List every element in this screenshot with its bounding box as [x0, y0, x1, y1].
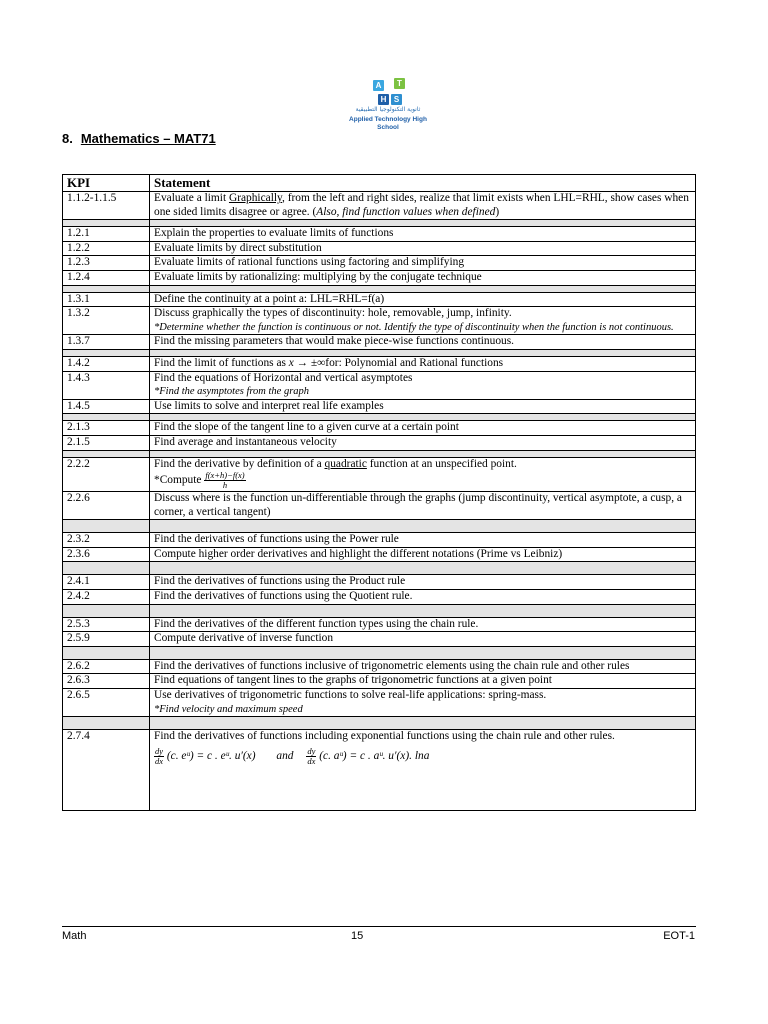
- table-row: [63, 632, 696, 647]
- statement-text: Evaluate a limit: [154, 192, 229, 204]
- table-row: [63, 590, 696, 605]
- kpi-table: [62, 174, 696, 811]
- statement-cell: [150, 356, 696, 371]
- statement-cell: Find the derivatives of functions using the Product rule: [150, 575, 696, 590]
- kpi-cell: 1.4.5: [63, 399, 150, 414]
- table-row: [63, 730, 696, 811]
- kpi-cell: 2.2.2: [63, 457, 150, 492]
- kpi-cell: 1.2.1: [63, 227, 150, 242]
- separator-row: [63, 450, 696, 457]
- statement-cell: Find the derivatives of the different function types using the chain rule.: [150, 617, 696, 632]
- logo-letter-h: H: [378, 94, 389, 105]
- table-row: [63, 689, 696, 717]
- statement-cell: [150, 689, 696, 717]
- italic-text: Also, find function values when defined: [316, 205, 496, 218]
- statement-cell: Find the slope of the tangent line to a given curve at a certain point: [150, 421, 696, 436]
- kpi-cell: 2.5.3: [63, 617, 150, 632]
- kpi-cell: 2.6.5: [63, 689, 150, 717]
- fraction-numerator: dy: [155, 745, 164, 756]
- statement-text: Find the derivatives of functions including exponential functions using the chain rule and other rules.: [154, 730, 615, 743]
- logo-arabic-text: ثانوية التكنولوجيا التطبيقية: [355, 106, 421, 113]
- fraction-numerator: dy: [307, 745, 316, 756]
- separator-row: [63, 604, 696, 617]
- statement-cell: [150, 457, 696, 492]
- kpi-cell: 2.6.3: [63, 674, 150, 689]
- statement-text: Find the derivative by definition of a: [154, 457, 325, 470]
- statement-cell: [150, 730, 696, 811]
- table-row: [63, 356, 696, 371]
- table-row: [63, 659, 696, 674]
- statement-cell: Find the derivatives of functions using the Quotient rule.: [150, 590, 696, 605]
- logo-letter-a: A: [373, 80, 384, 91]
- statement-note: *Determine whether the function is continuous or not. Identify the type of discontinuity when the function is not continuous.: [154, 321, 674, 333]
- statement-cell: Find the derivatives of functions inclusive of trigonometric elements using the chain rule and other rules: [150, 659, 696, 674]
- difference-quotient: [204, 471, 245, 490]
- separator-row: [63, 717, 696, 730]
- kpi-cell: 2.7.4: [63, 730, 150, 811]
- table-row: [63, 292, 696, 307]
- section-title: Mathematics – MAT71: [80, 131, 216, 146]
- logo-letter-t: T: [394, 78, 405, 89]
- kpi-cell: 1.3.2: [63, 307, 150, 335]
- exponential-e-formula: (c. eᵘ) = c . eᵘ. u′(x): [166, 749, 256, 762]
- kpi-cell: 2.1.5: [63, 435, 150, 450]
- table-row: [63, 256, 696, 271]
- table-row: [63, 371, 696, 399]
- statement-note: *Find velocity and maximum speed: [154, 703, 303, 715]
- table-row: [63, 399, 696, 414]
- separator-row: [63, 349, 696, 356]
- statement-text: Find the limit of functions as: [154, 356, 289, 369]
- statement-text: Discuss graphically the types of discontinuity: hole, removable, jump, infinity.: [154, 307, 512, 320]
- kpi-cell: 1.1.2-1.1.5: [63, 192, 150, 220]
- table-row: [63, 270, 696, 285]
- table-row: [63, 192, 696, 220]
- table-row: [63, 492, 696, 520]
- kpi-cell: 2.6.2: [63, 659, 150, 674]
- dy-dx-fraction: [306, 747, 316, 766]
- statement-cell: [150, 192, 696, 220]
- statement-cell: Use limits to solve and interpret real life examples: [150, 399, 696, 414]
- kpi-cell: 1.4.2: [63, 356, 150, 371]
- school-logo: [338, 76, 438, 130]
- kpi-cell: 1.2.2: [63, 241, 150, 256]
- statement-cell: Explain the properties to evaluate limits of functions: [150, 227, 696, 242]
- table-row: [63, 575, 696, 590]
- table-row: [63, 435, 696, 450]
- statement-cell: Find the missing parameters that would make piece-wise functions continuous.: [150, 335, 696, 350]
- table-row: [63, 617, 696, 632]
- table-header-row: [63, 175, 696, 192]
- separator-row: [63, 414, 696, 421]
- kpi-cell: 1.2.3: [63, 256, 150, 271]
- kpi-cell: 2.4.1: [63, 575, 150, 590]
- footer-divider: [62, 926, 696, 927]
- footer-subject: Math: [62, 930, 87, 942]
- fraction-numerator: f(x+h)−f(x): [205, 470, 245, 481]
- and-text: and: [276, 749, 294, 762]
- statement-cell: Evaluate limits by rationalizing: multiplying by the conjugate technique: [150, 270, 696, 285]
- kpi-cell: 2.1.3: [63, 421, 150, 436]
- kpi-cell: 1.3.7: [63, 335, 150, 350]
- section-heading: [62, 131, 216, 146]
- table-row: [63, 227, 696, 242]
- statement-header: Statement: [150, 175, 696, 192]
- statement-cell: Compute derivative of inverse function: [150, 632, 696, 647]
- separator-row: [63, 562, 696, 575]
- table-row: [63, 674, 696, 689]
- statement-cell: Evaluate limits by direct substitution: [150, 241, 696, 256]
- fraction-denominator: dx: [307, 755, 316, 766]
- fraction-denominator: h: [222, 480, 228, 491]
- table-row: [63, 547, 696, 562]
- underlined-text: quadratic: [324, 457, 367, 470]
- footer-exam-code: EOT-1: [663, 930, 695, 942]
- statement-cell: Evaluate limits of rational functions using factoring and simplifying: [150, 256, 696, 271]
- kpi-cell: 2.3.2: [63, 533, 150, 548]
- table-row: [63, 307, 696, 335]
- dy-dx-fraction: [154, 747, 164, 766]
- table-row: [63, 421, 696, 436]
- statement-cell: Find average and instantaneous velocity: [150, 435, 696, 450]
- statement-text: , from the left and right sides, realize that limit exists when LHL=RHL, show cases when one sided limits disagree or agree. (: [154, 192, 689, 218]
- kpi-cell: 1.3.1: [63, 292, 150, 307]
- table-row: [63, 241, 696, 256]
- underlined-text: Graphically: [228, 192, 282, 204]
- kpi-cell: 1.4.3: [63, 371, 150, 399]
- logo-letter-s: S: [391, 94, 402, 105]
- statement-text: for: Polynomial and Rational functions: [325, 356, 504, 369]
- separator-row: [63, 520, 696, 533]
- logo-school-name: Applied Technology High School: [349, 116, 427, 131]
- section-number: 8.: [62, 131, 73, 146]
- statement-text: function at an unspecified point.: [366, 457, 517, 470]
- kpi-cell: 2.2.6: [63, 492, 150, 520]
- table-row: [63, 457, 696, 492]
- statement-note: *Find the asymptotes from the graph: [154, 386, 310, 398]
- kpi-header: KPI: [63, 175, 150, 192]
- derivative-formulas: [154, 747, 691, 766]
- table-row: [63, 533, 696, 548]
- separator-row: [63, 285, 696, 292]
- statement-text: Find the equations of Horizontal and vertical asymptotes: [154, 371, 413, 384]
- fraction-denominator: dx: [155, 755, 164, 766]
- statement-cell: Define the continuity at a point a: LHL=RHL=f(a): [150, 292, 696, 307]
- kpi-cell: 2.3.6: [63, 547, 150, 562]
- separator-row: [63, 220, 696, 227]
- statement-cell: [150, 371, 696, 399]
- statement-cell: Compute higher order derivatives and highlight the different notations (Prime vs Leibniz): [150, 547, 696, 562]
- compute-label: *Compute: [154, 474, 202, 487]
- kpi-cell: 2.4.2: [63, 590, 150, 605]
- statement-text: Use derivatives of trigonometric functions to solve real-life applications: spring-mass.: [154, 689, 547, 702]
- statement-cell: Find equations of tangent lines to the graphs of trigonometric functions at a given point: [150, 674, 696, 689]
- separator-row: [63, 646, 696, 659]
- statement-cell: Discuss where is the function un-differentiable through the graphs (jump discontinuity, vertical asymptote, a cusp, a corner, a vertical tangent): [150, 492, 696, 520]
- kpi-cell: 2.5.9: [63, 632, 150, 647]
- footer-page-number: 15: [351, 930, 364, 942]
- statement-cell: Find the derivatives of functions using the Power rule: [150, 533, 696, 548]
- kpi-cell: 1.2.4: [63, 270, 150, 285]
- math-expression: x → ±∞: [288, 356, 326, 369]
- statement-cell: [150, 307, 696, 335]
- exponential-a-formula: (c. aᵘ) = c . aᵘ. u′(x). lna: [319, 749, 430, 762]
- table-row: [63, 335, 696, 350]
- statement-text: ): [495, 205, 500, 218]
